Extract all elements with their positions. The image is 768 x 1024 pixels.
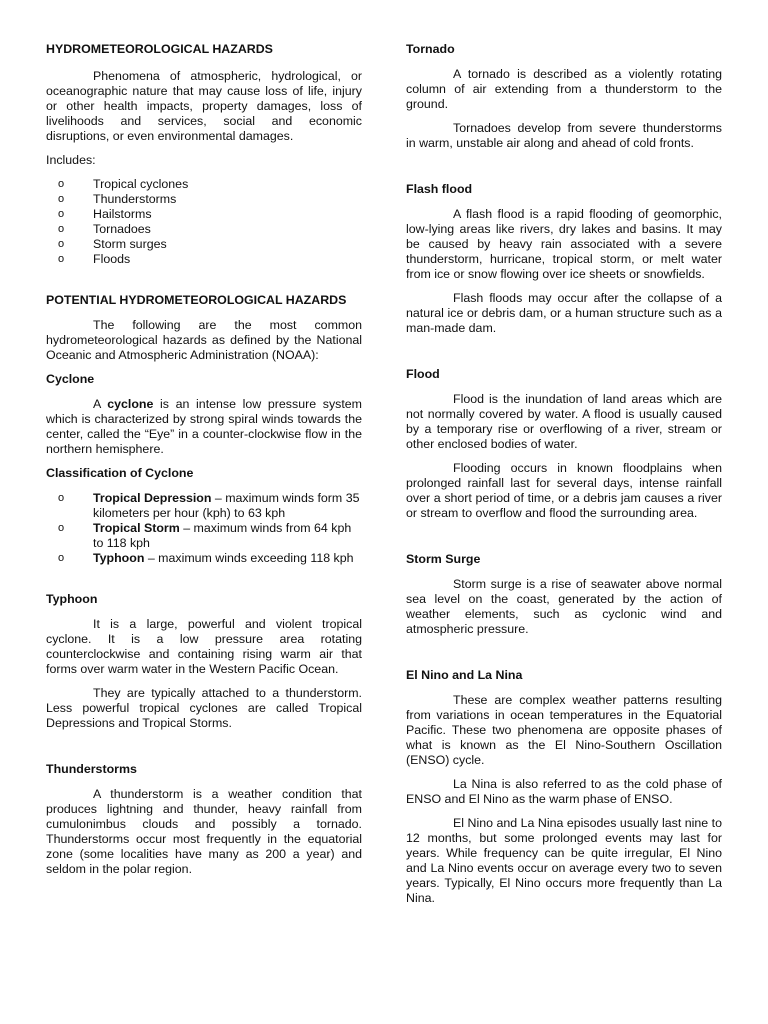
intro-paragraph: Phenomena of atmospheric, hydrological, or oceanographic nature that may cause loss of life, injury or other health impacts, property damages, loss of livelihoods and services, social and economic disruptions, or even environmental damages. [46, 69, 362, 143]
bullet-icon: o [58, 522, 65, 534]
tornado-paragraph-1: A tornado is described as a violently rotating column of air extending from a thunderstorm to the ground. [406, 67, 722, 111]
classification-list [46, 491, 362, 566]
bullet-icon: o [58, 552, 65, 564]
list-item: o Tropical Depression – maximum winds form 35 kilometers per hour (kph) to 63 kph [58, 491, 360, 520]
el-nino-la-nina-heading: El Nino and La Nina [406, 668, 523, 682]
classification-heading: Classification of Cyclone [46, 466, 194, 480]
bullet-icon: o [58, 223, 65, 235]
tornado-paragraph-2: Tornadoes develop from severe thunderstorms in warm, unstable air along and ahead of cold fronts. [406, 121, 722, 150]
list-item: o Tropical cyclones [58, 177, 189, 191]
flood-heading: Flood [406, 367, 440, 381]
includes-label: Includes: [46, 153, 96, 167]
storm-surge-paragraph: Storm surge is a rise of seawater above normal sea level on the coast, generated by the action of weather elements, such as cyclonic wind and atmospheric pressure. [406, 577, 722, 636]
left-column [46, 42, 362, 886]
bullet-icon: o [58, 193, 65, 205]
thunderstorms-paragraph: A thunderstorm is a weather condition that produces lightning and thunder, heavy rainfall from cumulonimbus clouds and possibly a tornado. Thunderstorms occur most frequently in the equatorial zone (some localities have many as 200 a year) and seldom in the polar region. [46, 787, 362, 876]
bullet-icon: o [58, 178, 65, 190]
cyclone-heading: Cyclone [46, 372, 95, 386]
bullet-icon: o [58, 238, 65, 250]
list-item: o Typhoon – maximum winds exceeding 118 kph [58, 551, 354, 565]
potential-hazards-paragraph: The following are the most common hydrometeorological hazards as defined by the National Oceanic and Atmospheric Administration (NOAA): [46, 318, 362, 362]
bullet-icon: o [58, 492, 65, 504]
list-item: o Floods [58, 252, 131, 266]
flood-paragraph-2: Flooding occurs in known floodplains when prolonged rainfall last for several days, intense rainfall over a short period of time, or a debris jam causes a river or stream to overflow and flood the surrounding area. [406, 461, 722, 520]
enso-paragraph-3: El Nino and La Nina episodes usually last nine to 12 months, but some prolonged events may last for years. While frequency can be quite irregular, El Nino and La Nino events occur on average every two to seven years. Typically, El Nino occurs more frequently than La Nina. [406, 816, 722, 905]
list-item: o Thunderstorms [58, 192, 177, 206]
document-title: HYDROMETEOROLOGICAL HAZARDS [46, 42, 273, 56]
cyclone-term: cyclone [107, 397, 154, 411]
list-item: o Tropical Storm – maximum winds from 64 kph to 118 kph [58, 521, 352, 550]
list-item: o Tornadoes [58, 222, 151, 236]
storm-surge-heading: Storm Surge [406, 552, 481, 566]
enso-paragraph-2: La Nina is also referred to as the cold phase of ENSO and El Nino as the warm phase of ENSO. [406, 777, 722, 806]
list-item: o Storm surges [58, 237, 167, 251]
thunderstorms-heading: Thunderstorms [46, 762, 137, 776]
list-item: o Hailstorms [58, 207, 152, 221]
enso-paragraph-1: These are complex weather patterns resulting from variations in ocean temperatures in the Equatorial Pacific. These two phenomena are opposite phases of what is known as the El Nino-Southern Oscillation (ENSO) cycle. [406, 693, 722, 767]
bullet-icon: o [58, 253, 65, 265]
cyclone-paragraph: A cyclone is an intense low pressure system which is characterized by strong spiral winds towards the center, called the “Eye” in a counter-clockwise flow in the northern hemisphere. [46, 397, 362, 456]
tornado-heading: Tornado [406, 42, 455, 56]
includes-list [46, 177, 362, 267]
potential-hazards-title: POTENTIAL HYDROMETEOROLOGICAL HAZARDS [46, 293, 347, 307]
typhoon-paragraph-1: It is a large, powerful and violent tropical cyclone. It is a low pressure area rotating counterclockwise and containing rising warm air that forms over warm water in the Western Pacific Ocean. [46, 617, 362, 676]
flash-flood-heading: Flash flood [406, 182, 473, 196]
right-column [406, 42, 722, 915]
typhoon-paragraph-2: They are typically attached to a thunderstorm. Less powerful tropical cyclones are called Tropical Depressions and Tropical Storms. [46, 686, 362, 730]
flood-paragraph-1: Flood is the inundation of land areas which are not normally covered by water. A flood is usually caused by a temporary rise or overflowing of a river, stream or other enclosed bodies of water. [406, 392, 722, 451]
flash-flood-paragraph-1: A flash flood is a rapid flooding of geomorphic, low-lying areas like rivers, dry lakes and basins. It may be caused by heavy rain associated with a severe thunderstorm, hurricane, tropical storm, or melt water from ice or snow flowing over ice sheets or snowfields. [406, 207, 722, 281]
typhoon-heading: Typhoon [46, 592, 98, 606]
flash-flood-paragraph-2: Flash floods may occur after the collapse of a natural ice or debris dam, or a human structure such as a man-made dam. [406, 291, 722, 335]
bullet-icon: o [58, 208, 65, 220]
